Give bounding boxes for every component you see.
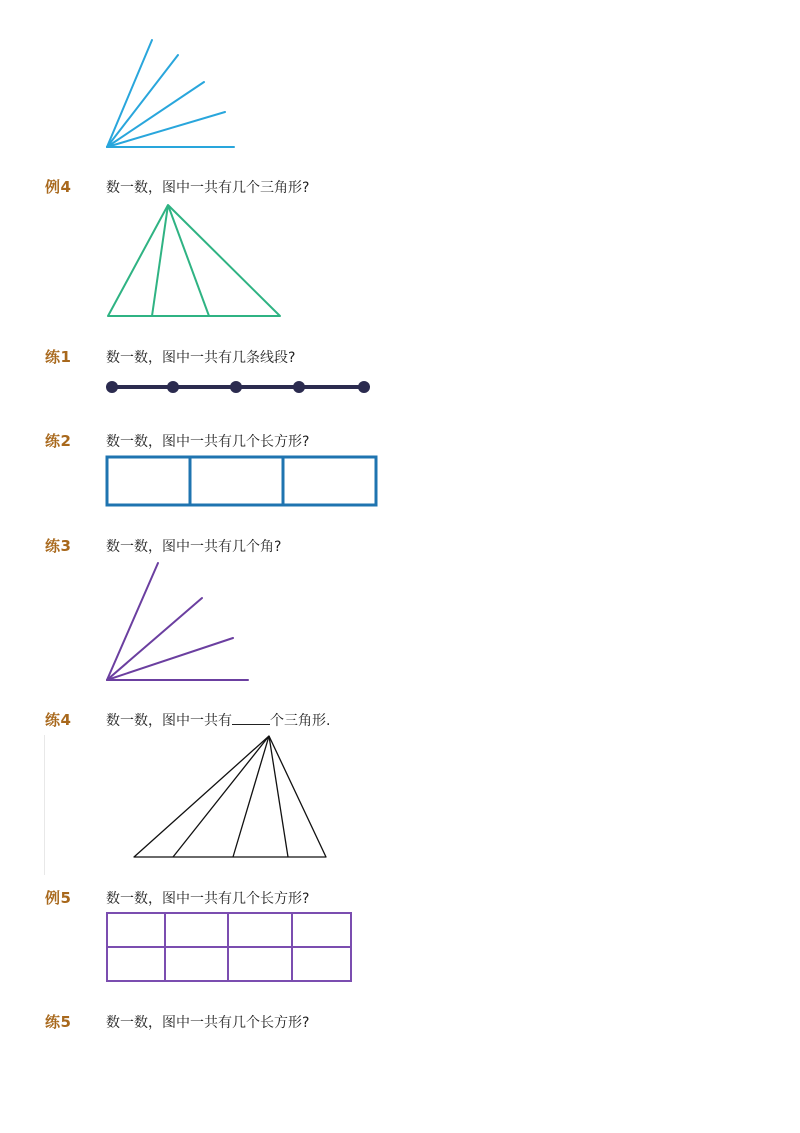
practice-3-question: 数一数，图中一共有几个角? — [106, 539, 282, 555]
practice-1-label: 练1 — [45, 348, 72, 366]
question-text-after: 个三角形. — [270, 713, 331, 729]
question-text-before: 数一数，图中一共有 — [106, 713, 232, 729]
practice-1-question: 数一数，图中一共有几条线段? — [106, 350, 296, 366]
example-5-label: 例5 — [45, 889, 72, 907]
practice-5-question: 数一数，图中一共有几个长方形? — [106, 1015, 310, 1031]
practice-4-label: 练4 — [45, 711, 72, 729]
example-5-question: 数一数，图中一共有几个长方形? — [106, 891, 310, 907]
practice-2-question: 数一数，图中一共有几个长方形? — [106, 434, 310, 450]
practice-5-label: 练5 — [45, 1013, 72, 1031]
example-4-label: 例4 — [45, 178, 72, 196]
practice-2-label: 练2 — [45, 432, 72, 450]
practice-3-label: 练3 — [45, 537, 72, 555]
example-4-question: 数一数，图中一共有几个三角形? — [106, 180, 310, 196]
